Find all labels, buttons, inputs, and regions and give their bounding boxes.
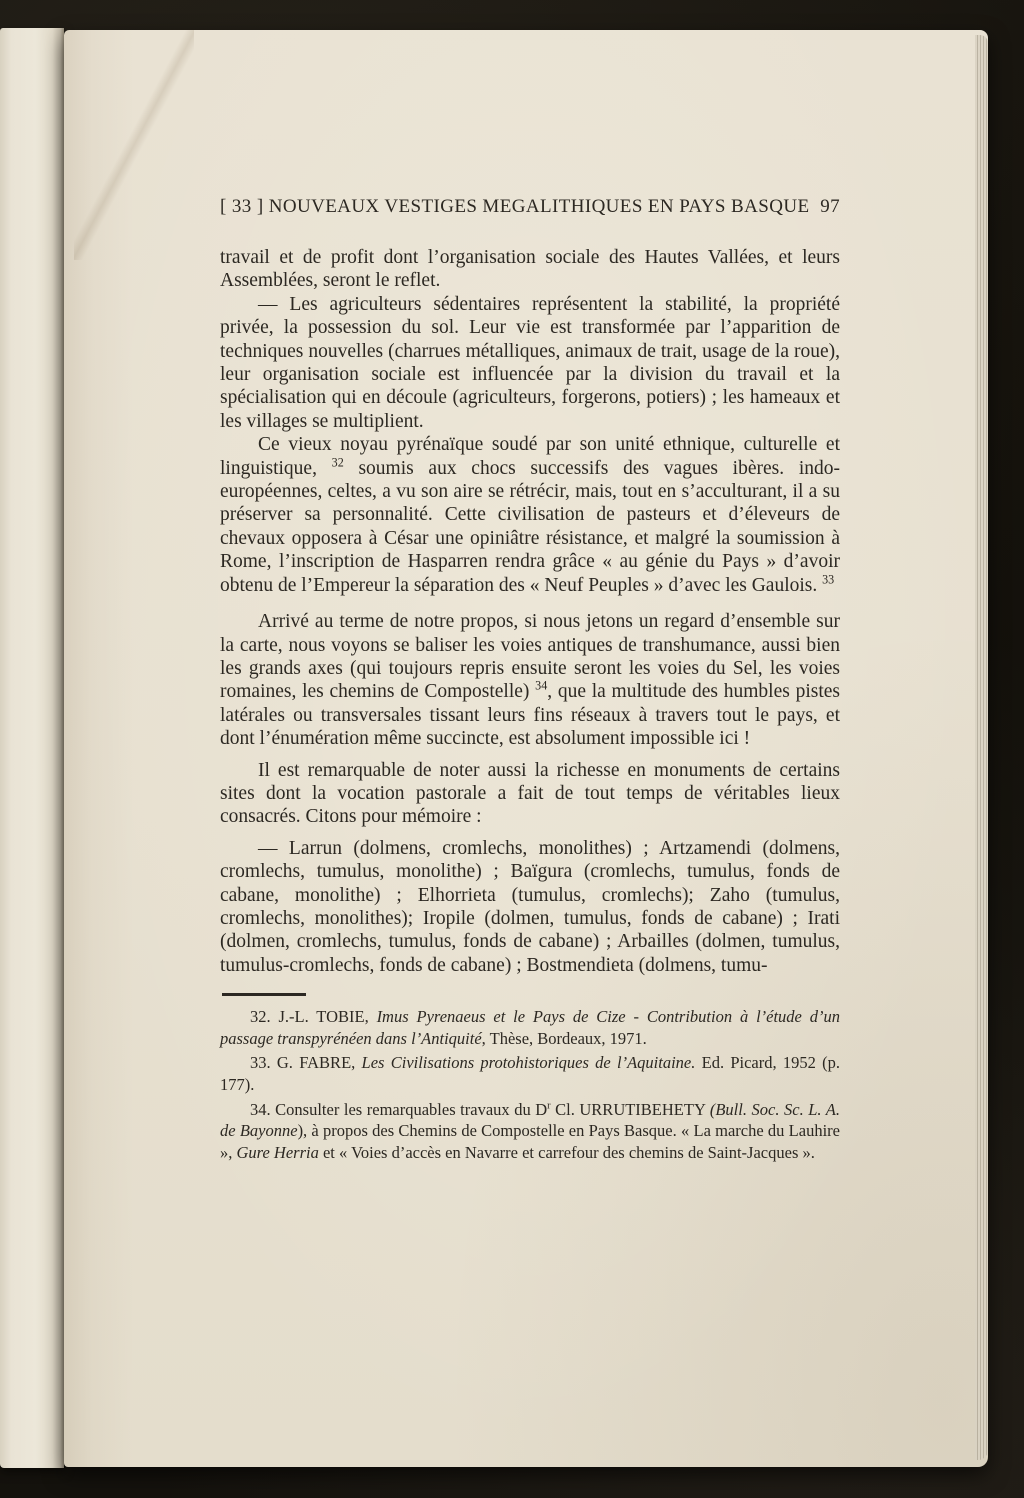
footnote-33: 33. G. FABRE, Les Civilisations protohistoriques de l’Aquitaine. Ed. Picard, 1952 (p. 177).: [220, 1053, 841, 1094]
page-stack-edge: [975, 35, 988, 1460]
footnote-block: [220, 1006, 840, 1163]
body-paragraph-5: Il est remarquable de noter aussi la richesse en monuments de certains sites dont la vocation pastorale a fait de tout temps de véritables lieux consacrés. Citons pour mémoire :: [220, 759, 840, 828]
paper-crease: [74, 30, 194, 260]
book-page: [64, 30, 988, 1467]
body-paragraph-1: travail et de profit dont l’organisation sociale des Hautes Vallées, et leurs Assemblées, seront le reflet.: [220, 247, 840, 292]
page-header: [220, 196, 840, 218]
body-paragraph-6: — Larrun (dolmens, cromlechs, monolithes) ; Artzamendi (dolmens, cromlechs, tumulus, monolithe) ; Baïgura (cromlechs, tumulus, fonds de cabane, monolithe) ; Elhorrieta (tumulus, cromlechs); Zaho (tumulus, cromlechs, monolithes); Iropile (dolmen, tumulus, fonds de cabane) ; Irati (dolmen, cromlechs, tumulus, fonds de cabane) ; Arbailles (dolmen, tumulus, tumulus-cromlechs, fonds de cabane) ; Bostmendieta (dolmens, tumu-: [220, 837, 840, 976]
footnote-34: 34. Consulter les remarquables travaux du $D^r$ Cl. URRUTIBEHETY (Bull. Soc. Sc. L. A. de Bayonne), à propos des Chemins de Compostelle en Pays Basque. « La marche du Lauhire », Gure Herria et « Voies d’accès en Navarre et carrefour des chemins de Saint-Jacques ».: [220, 1099, 840, 1162]
page-number: 97: [820, 196, 840, 217]
previous-page-edge: [0, 28, 64, 1468]
running-title: [ 33 ] NOUVEAUX VESTIGES MEGALITHIQUES EN PAYS BASQUE: [220, 196, 810, 217]
footnote-32: 32. J.-L. TOBIE, Imus Pyrenaeus et le Pays de Cize - Contribution à l’étude d’un passage transpyrénéen dans l’Antiquité, Thèse, Bordeaux, 1971.: [220, 1007, 840, 1048]
body-paragraph-3: Ce vieux noyau pyrénaïque soudé par son unité ethnique, culturelle et linguistique, $^{32}$ soumis aux chocs successifs des vagues ibères. indo-européennes, celtes, a vu son aire se rétrécir, mais, tout en s’acculturant, il a su préserver sa personnalité. Cette civilisation de pasteurs et d’éleveurs de chevaux opposera à César une opiniâtre résistance, et malgré la soumission à Rome, l’inscription de Hasparren rendra grâce « au génie du Pays » d’avoir obtenu de l’Empereur la séparation des « Neuf Peuples » d’avec les Gaulois. $^{33}$: [220, 434, 840, 596]
footnote-divider: [222, 993, 306, 996]
page-body: [220, 246, 840, 977]
page-content: [220, 30, 840, 1166]
body-paragraph-2: — Les agriculteurs sédentaires représentent la stabilité, la propriété privée, la possession du sol. Leur vie est transformée par l’apparition de techniques nouvelles (charrues métalliques, animaux de trait, usage de la roue), leur organisation sociale est influencée par la division du travail et la spécialisation qui en découle (agriculteurs, forgerons, potiers) ; les hameaux et les villages se multiplient.: [220, 293, 840, 432]
body-paragraph-4: Arrivé au terme de notre propos, si nous jetons un regard d’ensemble sur la carte, nous voyons se baliser les voies antiques de transhumance, aussi bien les grands axes (qui toujours repris ensuite seront les voies du Sel, les voies romaines, les chemins de Compostelle) $^{34}$, que la multitude des humbles pistes latérales ou transversales tissant leurs fins réseaux à travers tout le pays, et dont l’énumération même succincte, est absolument impossible ici !: [220, 611, 840, 750]
